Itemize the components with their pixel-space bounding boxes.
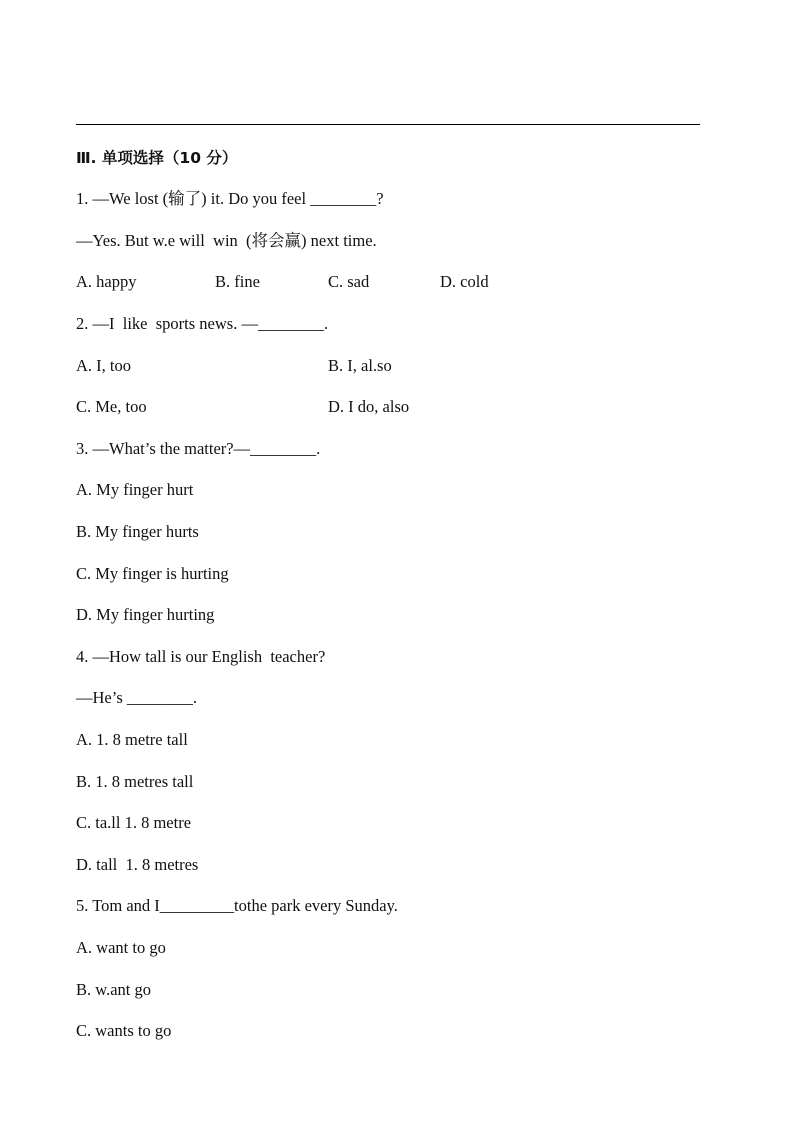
- question-2-option-b: B. I, al.so: [328, 356, 392, 375]
- question-3-stem: 3. —What’s the matter?—________.: [76, 439, 321, 458]
- question-2-option-c: C. Me, too: [76, 397, 147, 416]
- question-5-option-c: C. wants to go: [76, 1021, 172, 1040]
- question-4-option-b: B. 1. 8 metres tall: [76, 772, 194, 791]
- question-4-reply: —He’s ________.: [76, 688, 197, 707]
- question-1-reply: —Yes. But w.e will win (将会赢) next time.: [76, 231, 377, 250]
- question-1-option-c: C. sad: [328, 272, 370, 291]
- question-5-option-b: B. w.ant go: [76, 980, 152, 999]
- question-3-option-a: A. My finger hurt: [76, 480, 194, 499]
- question-1-option-d: D. cold: [440, 272, 489, 291]
- question-4-option-a: A. 1. 8 metre tall: [76, 730, 188, 749]
- question-3-option-b: B. My finger hurts: [76, 522, 199, 541]
- question-1-option-b: B. fine: [215, 272, 260, 291]
- question-1-option-a: A. happy: [76, 272, 137, 291]
- question-2-option-a: A. I, too: [76, 356, 131, 375]
- question-1-stem: 1. —We lost (输了) it. Do you feel ________?: [76, 189, 384, 208]
- question-5-option-a: A. want to go: [76, 938, 166, 957]
- question-4-option-d: D. tall 1. 8 metres: [76, 855, 199, 874]
- question-5-stem: 5. Tom and I_________tothe park every Sunday.: [76, 896, 398, 915]
- question-4-option-c: C. ta.ll 1. 8 metre: [76, 813, 192, 832]
- question-2-stem: 2. —I like sports news. —________.: [76, 314, 329, 333]
- question-4-stem: 4. —How tall is our English teacher?: [76, 647, 326, 666]
- question-3-option-d: D. My finger hurting: [76, 605, 215, 624]
- section-title: Ⅲ. 单项选择（10 分）: [76, 149, 238, 167]
- header-rule: [76, 124, 700, 125]
- question-3-option-c: C. My finger is hurting: [76, 564, 229, 583]
- question-2-option-d: D. I do, also: [328, 397, 410, 416]
